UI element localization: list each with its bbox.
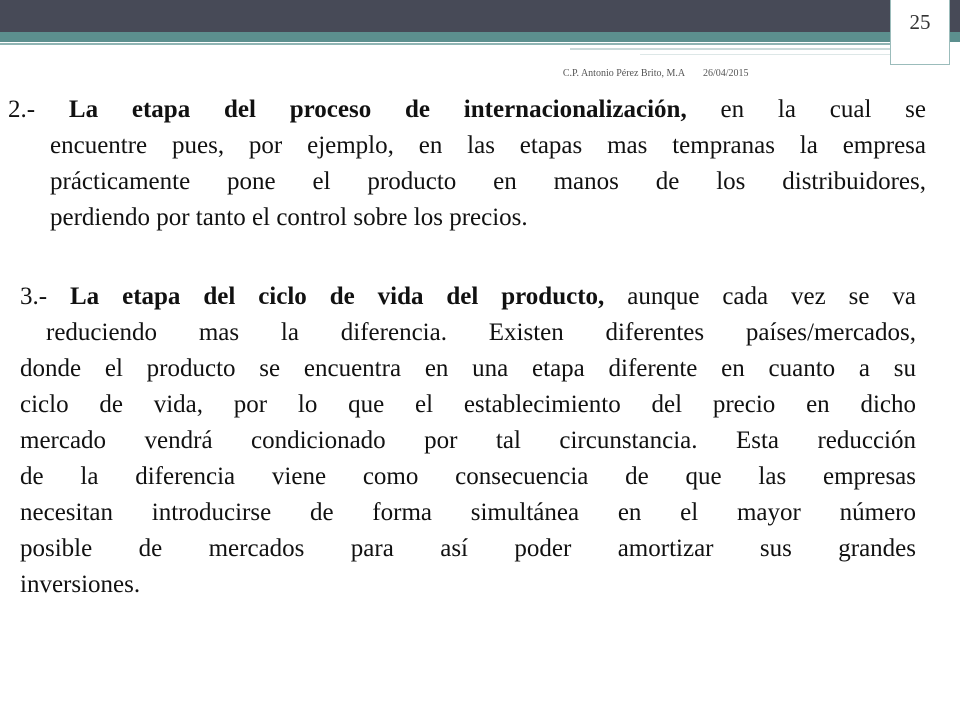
footer-date: 26/04/2015 bbox=[703, 68, 749, 79]
paragraph-3-line-2: reduciendo mas la diferencia. Existen diferentes países/mercados, bbox=[46, 319, 916, 346]
paragraph-3-line-6: de la diferencia viene como consecuencia de que las empresas bbox=[20, 463, 916, 490]
paragraph-2-number: 2.- bbox=[8, 96, 36, 123]
paragraph-3-line-4: ciclo de vida, por lo que el establecimiento del precio en dicho bbox=[20, 391, 916, 418]
page-number: 25 bbox=[909, 10, 931, 34]
page-number-tab bbox=[890, 0, 950, 65]
paragraph-2-line-3: prácticamente pone el producto en manos de los distribuidores, bbox=[50, 168, 926, 195]
header-rule-thin bbox=[570, 48, 890, 50]
header-accent-bar bbox=[0, 32, 960, 42]
paragraph-3-line-5: mercado vendrá condicionado por tal circunstancia. Esta reducción bbox=[20, 427, 916, 454]
paragraph-2-line-2: encuentre pues, por ejemplo, en las etapas mas tempranas la empresa bbox=[50, 132, 926, 159]
paragraph-3 bbox=[20, 279, 916, 603]
paragraph-3-line-1-rest: aunque cada vez se va bbox=[627, 283, 916, 310]
header-bar bbox=[0, 0, 960, 32]
paragraph-3-bold-lead: La etapa del ciclo de vida del producto, bbox=[70, 283, 605, 310]
paragraph-2-line-4: perdiendo por tanto el control sobre los precios. bbox=[50, 204, 528, 231]
header-rule bbox=[0, 43, 890, 45]
paragraph-3-line-1 bbox=[20, 279, 916, 315]
paragraph-3-line-8: posible de mercados para así poder amortizar sus grandes bbox=[20, 535, 916, 562]
paragraph-2-line-1-rest: en la cual se bbox=[720, 96, 927, 123]
paragraph-2-line-1 bbox=[8, 92, 926, 128]
footer-author: C.P. Antonio Pérez Brito, M.A bbox=[562, 68, 686, 79]
header-rule-faint bbox=[640, 54, 890, 55]
paragraph-3-line-9: inversiones. bbox=[20, 571, 141, 598]
paragraph-2 bbox=[8, 92, 926, 236]
paragraph-2-bold-lead: La etapa del proceso de internacionalización, bbox=[68, 96, 687, 123]
paragraph-3-line-7: necesitan introducirse de forma simultánea en el mayor número bbox=[20, 499, 916, 526]
paragraph-3-line-3: donde el producto se encuentra en una etapa diferente en cuanto a su bbox=[20, 355, 916, 382]
paragraph-3-number: 3.- bbox=[20, 283, 48, 310]
